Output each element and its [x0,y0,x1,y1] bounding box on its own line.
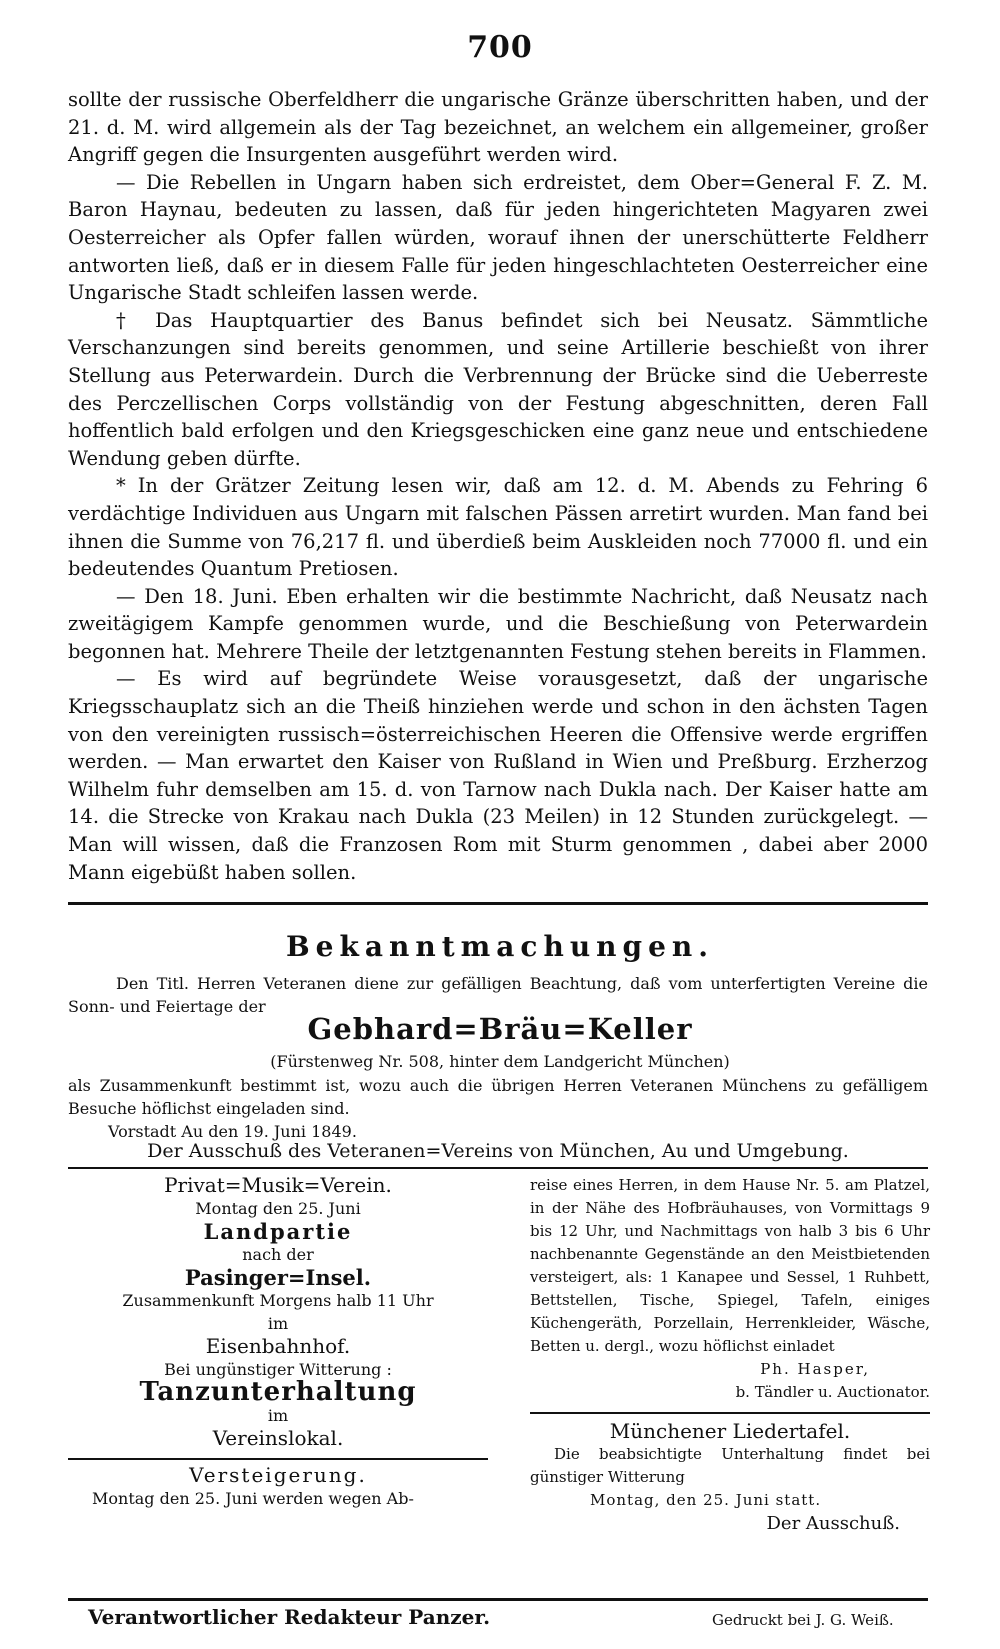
column-divider-right [530,1412,930,1414]
column-divider [68,1458,488,1460]
nach-der-text: nach der [242,1245,314,1264]
news-paragraph: — Den 18. Juni. Eben erhalten wir die bestimmte Nachricht, daß Neusatz nach zweitägigem Kampfe genommen wurde, und die Beschießung von Peterwardein begonnen hat. Mehrere Theile der letztgenannten Festung stehen bereits in Flammen. [68,584,928,663]
auction-body: reise eines Herren, in dem Hause Nr. 5. am Platzel, in der Nähe des Hofbräuhauses, von Vormittags 9 bis 12 Uhr, und Nachmittags von halb 3 bis 6 Uhr nachbenannte Gegenstände an den Meistbietenden versteigert, als: 1 Kanapee und Sessel, 1 Ruhbett, Bettstellen, Tische, Spiegel, Tafeln, einiges Küchengeräth, Porzellain, Herrenkleider, Wäsche, Betten u. dergl., wozu höflichst einladet [530,1176,930,1355]
musik-verein-title: Privat=Musik=Verein. [164,1173,392,1197]
weather-note: Bei ungünstiger Witterung : [164,1360,392,1379]
veteran-signature: Der Ausschuß des Veteranen=Vereins von München, Au und Umgebung. [147,1140,849,1162]
veteran-intro-text: Den Titl. Herren Veteranen diene zur gefälligen Beachtung, daß vom unterfertigten Vereine die Sonn- und Feiertage der [68,974,928,1016]
im-text: im [267,1314,289,1333]
veteran-body-text: als Zusammenkunft bestimmt ist, wozu auch die übrigen Herren Veteranen Münchens zu gefälligem Besuche höflichst eingeladen sind. [68,1076,928,1118]
versteigerung-title: Versteigerung. [189,1463,367,1487]
news-paragraph: * In der Grätzer Zeitung lesen wir, daß am 12. d. M. Abends zu Fehring 6 verdächtige Individuen aus Ungarn mit falschen Pässen arretirt wurden. Man fand bei ihnen die Summe von 76,217 fl. und überdieß beim Auskleiden noch 77000 fl. und ein bedeutendes Quantum Pretiosen. [68,474,928,581]
left-column [68,1174,488,1510]
news-paragraph: † Das Hauptquartier des Banus befindet sich bei Neusatz. Sämmtliche Verschanzungen sind bereits genommen, und seine Artillerie beschießt von ihrer Stellung aus Peterwardein. Durch die Verbrennung der Brücke sind die Ueberreste des Perczellischen Corps vollständig von der Festung abgeschnitten, deren Fall hoffentlich bald erfolgen und den Kriegsgeschicken eine ganz neue und entschiedene Wendung geben dürfte. [68,308,928,470]
news-paragraph: — Es wird auf begründete Weise vorausgesetzt, daß der ungarische Kriegsschauplatz sich an die Theiß hinziehen werde und schon in den ächsten Tagen von den vereinigten russisch=österreichischen Heeren die Offensive werde ergriffen werden. — Man erwartet den Kaiser von Rußland in Wien und Preßburg. Erzherzog Wilhelm fuhr demselben am 15. d. von Tarnow nach Dukla nach. Der Kaiser hatte am 14. die Strecke von Krakau nach Dukla (23 Meilen) in 12 Stunden zurückgelegt. — Man will wissen, daß die Franzosen Rom mit Sturm genommen , dabei aber 2000 Mann eigebüßt haben sollen. [68,667,928,884]
news-paragraph: sollte der russische Oberfeldherr die ungarische Gränze überschritten haben, und der 21. d. M. wird allgemein als der Tag bezeichnet, an welchem ein allgemeiner, großer Angriff gegen die Insurgenten ausgeführt werden wird. [68,88,928,167]
pasinger-insel: Pasinger=Insel. [184,1265,372,1290]
venue-name: Vereinslokal. [212,1426,344,1450]
section-divider [68,902,928,905]
editor-line: Verantwortlicher Redakteur Panzer. [88,1605,491,1629]
announcements-heading: Bekanntmachungen. [285,930,715,963]
veteran-date: Vorstadt Au den 19. Juni 1849. [108,1122,357,1141]
im-text-2: im [267,1406,289,1425]
footer-divider [68,1598,928,1601]
auction-signature-title: b. Tändler u. Auctionator. [735,1383,930,1401]
landpartie-heading: Landpartie [203,1219,353,1244]
liedertafel-title: Münchener Liedertafel. [609,1419,851,1443]
liedertafel-date: Montag, den 25. Juni statt. [590,1491,822,1509]
tanzunterhaltung-heading: Tanzunterhaltung [139,1377,417,1407]
veteran-body [68,1074,928,1143]
station-name: Eisenbahnhof. [205,1334,351,1358]
liedertafel-body: Die beabsichtigte Unterhaltung findet bei günstiger Witterung [530,1445,930,1486]
versteigerung-text: Montag den 25. Juni werden wegen Ab- [92,1489,414,1508]
auction-signature-name: Ph. Hasper, [760,1360,870,1378]
news-section [68,86,928,886]
meeting-time: Zusammenkunft Morgens halb 11 Uhr [122,1291,434,1310]
announcement-divider [68,1167,928,1169]
page-number: 700 [467,30,533,65]
keller-address: (Fürstenweg Nr. 508, hinter dem Landgericht München) [270,1052,730,1071]
musik-verein-date: Montag den 25. Juni [195,1199,361,1218]
printer-line: Gedruckt bei J. G. Weiß. [712,1611,894,1629]
news-paragraph: — Die Rebellen in Ungarn haben sich erdreistet, dem Ober=General F. Z. M. Baron Haynau, bedeuten zu lassen, daß für jeden hingerichteten Magyaren zwei Oesterreicher als Opfer fallen würden, worauf ihnen der unerschütterte Feldherr antworten ließ, daß er in diesem Falle für jeden hingeschlachteten Oesterreicher eine Ungarische Stadt schleifen lassen werde. [68,170,928,305]
keller-name: Gebhard=Bräu=Keller [307,1012,693,1046]
right-column [530,1174,930,1535]
liedertafel-signature: Der Ausschuß. [766,1513,900,1534]
